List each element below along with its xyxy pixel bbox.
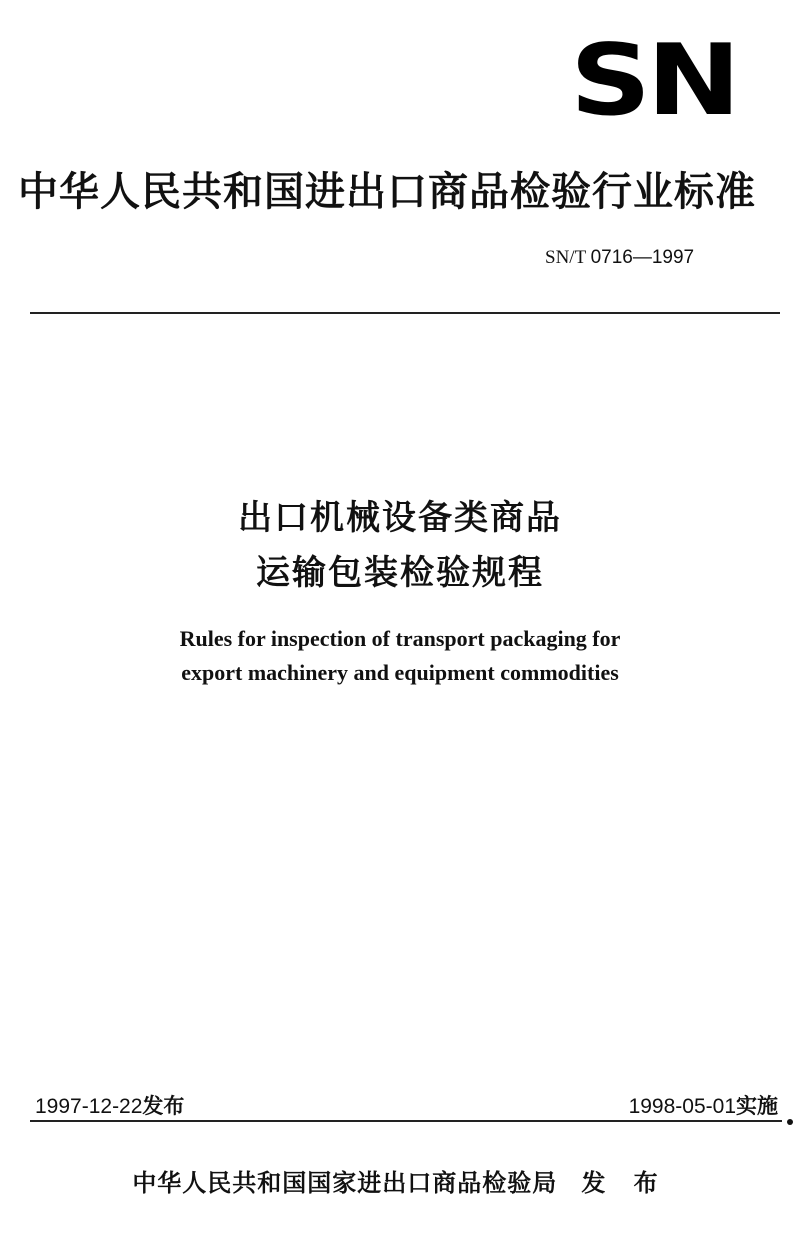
top-divider [30,312,780,314]
english-title-line2: export machinery and equipment commodities [181,660,619,685]
issue-label: 发布 [142,1095,185,1118]
chinese-title-line2: 运输包装检验规程 [256,553,544,593]
bottom-divider [30,1120,782,1122]
publisher [0,1163,800,1198]
implementation-label: 实施 [736,1095,778,1118]
standard-category-title: 中华人民共和国进出口商品检验行业标准 [18,169,756,215]
publish-label: 发 布 [581,1169,668,1197]
chinese-title-line1: 出口机械设备类商品 [238,498,562,538]
publisher-name: 中华人民共和国国家进出口商品检验局 [132,1169,558,1197]
implementation-date-value: 1998-05-01 [628,1095,736,1118]
implementation-date [629,1090,778,1120]
standard-number-value: 0716—1997 [590,247,695,268]
standard-number [545,247,694,269]
issue-date-value: 1997-12-22 [35,1095,143,1118]
issue-date [35,1090,184,1120]
english-title-line1: Rules for inspection of transport packaging for [179,626,621,651]
sn-logo: SN [570,24,737,138]
divider-dot [787,1119,793,1125]
standard-code: SN/T [545,247,586,268]
